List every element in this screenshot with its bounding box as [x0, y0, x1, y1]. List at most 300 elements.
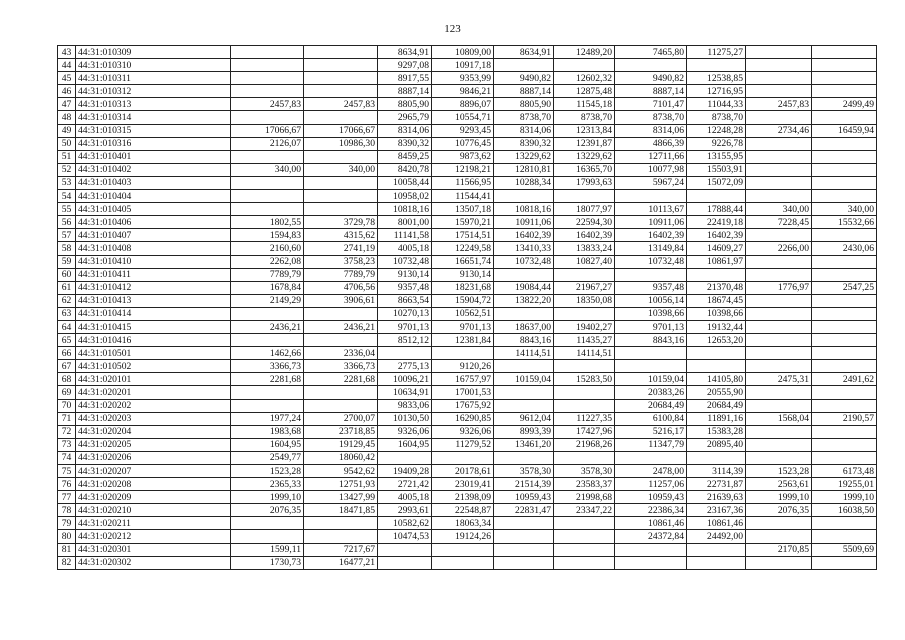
table-row — [58, 307, 877, 320]
value-cell: 9120,26 — [432, 360, 494, 373]
value-cell: 1604,95 — [231, 438, 304, 451]
value-cell — [231, 399, 304, 412]
value-cell — [812, 229, 877, 242]
value-cell: 9701,13 — [615, 320, 687, 333]
table-row — [58, 320, 877, 333]
value-cell: 2549,77 — [231, 451, 304, 464]
value-cell: 9873,62 — [432, 150, 494, 163]
value-cell — [554, 556, 615, 569]
value-cell — [231, 517, 304, 530]
value-cell: 7789,79 — [231, 268, 304, 281]
cadastral-code-cell: 44:31:020210 — [76, 504, 231, 517]
value-cell: 16402,39 — [554, 229, 615, 242]
value-cell: 2365,33 — [231, 478, 304, 491]
value-cell — [746, 294, 812, 307]
value-cell: 20895,40 — [687, 438, 746, 451]
value-cell: 8738,70 — [615, 111, 687, 124]
row-number-cell: 43 — [58, 46, 76, 59]
row-number-cell: 54 — [58, 190, 76, 203]
value-cell — [746, 347, 812, 360]
value-cell — [494, 530, 554, 543]
value-cell: 14105,80 — [687, 373, 746, 386]
value-cell: 8887,14 — [494, 85, 554, 98]
value-cell — [554, 517, 615, 530]
value-cell — [554, 268, 615, 281]
value-cell — [231, 334, 304, 347]
value-cell: 4005,18 — [378, 491, 432, 504]
cadastral-code-cell: 44:31:020211 — [76, 517, 231, 530]
value-cell: 1568,04 — [746, 412, 812, 425]
table-row — [58, 255, 877, 268]
value-cell: 21639,63 — [687, 491, 746, 504]
row-number-cell: 59 — [58, 255, 76, 268]
value-cell — [231, 59, 304, 72]
value-cell: 10732,48 — [615, 255, 687, 268]
table-row — [58, 72, 877, 85]
table-row — [58, 373, 877, 386]
cadastral-code-cell: 44:31:010316 — [76, 137, 231, 150]
value-cell — [687, 190, 746, 203]
value-cell: 11891,16 — [687, 412, 746, 425]
value-cell — [231, 386, 304, 399]
value-cell: 8843,16 — [615, 334, 687, 347]
value-cell: 8634,91 — [378, 46, 432, 59]
value-cell: 9701,13 — [378, 320, 432, 333]
table-row — [58, 386, 877, 399]
value-cell — [304, 59, 378, 72]
row-number-cell: 76 — [58, 478, 76, 491]
value-cell: 11347,79 — [615, 438, 687, 451]
value-cell — [746, 59, 812, 72]
value-cell — [231, 111, 304, 124]
value-cell — [304, 176, 378, 189]
row-number-cell: 73 — [58, 438, 76, 451]
row-number-cell: 66 — [58, 347, 76, 360]
data-table — [57, 45, 877, 570]
cadastral-code-cell: 44:31:010414 — [76, 307, 231, 320]
value-cell: 2160,60 — [231, 242, 304, 255]
value-cell: 10861,46 — [615, 517, 687, 530]
value-cell: 2721,42 — [378, 478, 432, 491]
value-cell: 1983,68 — [231, 425, 304, 438]
row-number-cell: 51 — [58, 150, 76, 163]
value-cell: 2262,08 — [231, 255, 304, 268]
value-cell — [231, 72, 304, 85]
value-cell — [494, 307, 554, 320]
value-cell: 10732,48 — [494, 255, 554, 268]
value-cell — [554, 543, 615, 556]
value-cell: 15383,28 — [687, 425, 746, 438]
value-cell — [432, 543, 494, 556]
table-row — [58, 478, 877, 491]
value-cell — [746, 517, 812, 530]
value-cell: 340,00 — [304, 163, 378, 176]
value-cell: 10634,91 — [378, 386, 432, 399]
value-cell: 15970,21 — [432, 216, 494, 229]
value-cell: 8805,90 — [494, 98, 554, 111]
value-cell: 2336,04 — [304, 347, 378, 360]
value-cell — [746, 307, 812, 320]
value-cell — [687, 556, 746, 569]
value-cell — [231, 46, 304, 59]
row-number-cell: 46 — [58, 85, 76, 98]
value-cell: 17427,96 — [554, 425, 615, 438]
value-cell: 11566,95 — [432, 176, 494, 189]
value-cell: 1999,10 — [746, 491, 812, 504]
value-cell — [378, 543, 432, 556]
value-cell — [746, 150, 812, 163]
value-cell: 19409,28 — [378, 465, 432, 478]
table-row — [58, 111, 877, 124]
value-cell: 11435,27 — [554, 334, 615, 347]
value-cell: 16402,39 — [494, 229, 554, 242]
value-cell: 13507,18 — [432, 203, 494, 216]
table-row — [58, 556, 877, 569]
value-cell — [615, 451, 687, 464]
table-row — [58, 124, 877, 137]
value-cell: 24492,00 — [687, 530, 746, 543]
cadastral-code-cell: 44:31:020301 — [76, 543, 231, 556]
value-cell: 10398,66 — [615, 307, 687, 320]
value-cell: 9293,45 — [432, 124, 494, 137]
value-cell: 8993,39 — [494, 425, 554, 438]
value-cell: 6100,84 — [615, 412, 687, 425]
value-cell: 9353,99 — [432, 72, 494, 85]
value-cell: 11227,35 — [554, 412, 615, 425]
cadastral-code-cell: 44:31:020205 — [76, 438, 231, 451]
value-cell: 12313,84 — [554, 124, 615, 137]
value-cell — [432, 347, 494, 360]
row-number-cell: 77 — [58, 491, 76, 504]
value-cell: 23167,36 — [687, 504, 746, 517]
value-cell: 18231,68 — [432, 281, 494, 294]
value-cell: 11257,06 — [615, 478, 687, 491]
value-cell: 9612,04 — [494, 412, 554, 425]
value-cell: 19132,44 — [687, 320, 746, 333]
value-cell: 13461,20 — [494, 438, 554, 451]
value-cell — [812, 190, 877, 203]
row-number-cell: 79 — [58, 517, 76, 530]
table-row — [58, 85, 877, 98]
value-cell — [812, 425, 877, 438]
value-cell: 10809,00 — [432, 46, 494, 59]
value-cell — [746, 176, 812, 189]
row-number-cell: 75 — [58, 465, 76, 478]
value-cell: 2436,21 — [304, 320, 378, 333]
value-cell: 9326,06 — [378, 425, 432, 438]
value-cell — [304, 399, 378, 412]
value-cell — [304, 72, 378, 85]
value-cell: 10058,44 — [378, 176, 432, 189]
value-cell — [554, 399, 615, 412]
value-cell — [812, 255, 877, 268]
value-cell: 16365,70 — [554, 163, 615, 176]
value-cell — [554, 530, 615, 543]
row-number-cell: 74 — [58, 451, 76, 464]
value-cell: 10113,67 — [615, 203, 687, 216]
value-cell: 2457,83 — [231, 98, 304, 111]
value-cell: 17514,51 — [432, 229, 494, 242]
value-cell: 8001,00 — [378, 216, 432, 229]
value-cell: 10562,51 — [432, 307, 494, 320]
cadastral-code-cell: 44:31:010313 — [76, 98, 231, 111]
value-cell: 12602,32 — [554, 72, 615, 85]
value-cell: 8314,06 — [615, 124, 687, 137]
value-cell — [494, 386, 554, 399]
value-cell: 9226,78 — [687, 137, 746, 150]
value-cell: 8738,70 — [494, 111, 554, 124]
value-cell: 7789,79 — [304, 268, 378, 281]
value-cell — [231, 190, 304, 203]
value-cell: 19129,45 — [304, 438, 378, 451]
value-cell — [304, 150, 378, 163]
value-cell: 12249,58 — [432, 242, 494, 255]
value-cell: 2126,07 — [231, 137, 304, 150]
value-cell: 19124,26 — [432, 530, 494, 543]
value-cell: 340,00 — [231, 163, 304, 176]
value-cell: 21370,48 — [687, 281, 746, 294]
value-cell: 2190,57 — [812, 412, 877, 425]
value-cell: 10958,02 — [378, 190, 432, 203]
value-cell: 7465,80 — [615, 46, 687, 59]
cadastral-code-cell: 44:31:020209 — [76, 491, 231, 504]
value-cell — [746, 46, 812, 59]
value-cell: 18077,97 — [554, 203, 615, 216]
value-cell: 10270,13 — [378, 307, 432, 320]
value-cell — [746, 451, 812, 464]
value-cell: 11544,41 — [432, 190, 494, 203]
value-cell: 2266,00 — [746, 242, 812, 255]
value-cell: 3729,78 — [304, 216, 378, 229]
value-cell: 24372,84 — [615, 530, 687, 543]
value-cell: 23718,85 — [304, 425, 378, 438]
cadastral-code-cell: 44:31:020207 — [76, 465, 231, 478]
value-cell: 5967,24 — [615, 176, 687, 189]
value-cell: 1523,28 — [746, 465, 812, 478]
value-cell: 21968,26 — [554, 438, 615, 451]
cadastral-code-cell: 44:31:010410 — [76, 255, 231, 268]
value-cell: 17993,63 — [554, 176, 615, 189]
table-row — [58, 203, 877, 216]
value-cell — [554, 360, 615, 373]
value-cell: 9130,14 — [432, 268, 494, 281]
value-cell: 19255,01 — [812, 478, 877, 491]
row-number-cell: 78 — [58, 504, 76, 517]
value-cell: 10732,48 — [378, 255, 432, 268]
table-row — [58, 281, 877, 294]
value-cell: 1599,11 — [231, 543, 304, 556]
value-cell: 3366,73 — [304, 360, 378, 373]
value-cell: 9833,06 — [378, 399, 432, 412]
value-cell — [812, 399, 877, 412]
value-cell — [494, 451, 554, 464]
value-cell: 15283,50 — [554, 373, 615, 386]
value-cell — [746, 320, 812, 333]
value-cell: 22548,87 — [432, 504, 494, 517]
row-number-cell: 68 — [58, 373, 76, 386]
value-cell: 8420,78 — [378, 163, 432, 176]
value-cell — [687, 543, 746, 556]
value-cell — [615, 556, 687, 569]
value-cell — [746, 556, 812, 569]
table-row — [58, 465, 877, 478]
value-cell: 8887,14 — [378, 85, 432, 98]
value-cell: 18350,08 — [554, 294, 615, 307]
value-cell — [746, 255, 812, 268]
value-cell — [746, 85, 812, 98]
value-cell: 11141,58 — [378, 229, 432, 242]
value-cell: 10582,62 — [378, 517, 432, 530]
value-cell: 8390,32 — [494, 137, 554, 150]
value-cell: 2281,68 — [304, 373, 378, 386]
value-cell — [812, 111, 877, 124]
value-cell — [304, 334, 378, 347]
row-number-cell: 45 — [58, 72, 76, 85]
value-cell: 6173,48 — [812, 465, 877, 478]
value-cell — [304, 111, 378, 124]
value-cell — [494, 59, 554, 72]
value-cell — [304, 190, 378, 203]
value-cell — [304, 530, 378, 543]
value-cell: 2475,31 — [746, 373, 812, 386]
value-cell: 3906,61 — [304, 294, 378, 307]
value-cell: 9297,08 — [378, 59, 432, 72]
value-cell: 10827,40 — [554, 255, 615, 268]
row-number-cell: 82 — [58, 556, 76, 569]
value-cell — [812, 451, 877, 464]
value-cell: 13149,84 — [615, 242, 687, 255]
value-cell — [746, 399, 812, 412]
value-cell: 16402,39 — [615, 229, 687, 242]
value-cell: 23583,37 — [554, 478, 615, 491]
value-cell: 19084,44 — [494, 281, 554, 294]
cadastral-code-cell: 44:31:010412 — [76, 281, 231, 294]
value-cell: 20383,26 — [615, 386, 687, 399]
value-cell — [746, 137, 812, 150]
value-cell: 20555,90 — [687, 386, 746, 399]
value-cell: 10917,18 — [432, 59, 494, 72]
value-cell: 13833,24 — [554, 242, 615, 255]
value-cell: 10861,97 — [687, 255, 746, 268]
value-cell: 8887,14 — [615, 85, 687, 98]
value-cell: 23019,41 — [432, 478, 494, 491]
value-cell: 10288,34 — [494, 176, 554, 189]
table-row — [58, 334, 877, 347]
value-cell — [231, 150, 304, 163]
value-cell: 1462,66 — [231, 347, 304, 360]
table-row — [58, 150, 877, 163]
table-row — [58, 530, 877, 543]
value-cell: 22419,18 — [687, 216, 746, 229]
value-cell — [687, 360, 746, 373]
table-row — [58, 347, 877, 360]
value-cell: 8634,91 — [494, 46, 554, 59]
value-cell: 14114,51 — [554, 347, 615, 360]
value-cell: 2076,35 — [231, 504, 304, 517]
value-cell: 1594,83 — [231, 229, 304, 242]
value-cell: 7228,45 — [746, 216, 812, 229]
cadastral-code-cell: 44:31:020212 — [76, 530, 231, 543]
value-cell — [687, 451, 746, 464]
value-cell — [615, 59, 687, 72]
value-cell: 16402,39 — [687, 229, 746, 242]
value-cell: 17001,53 — [432, 386, 494, 399]
value-cell — [746, 268, 812, 281]
value-cell — [554, 307, 615, 320]
value-cell: 21998,68 — [554, 491, 615, 504]
value-cell — [746, 334, 812, 347]
value-cell: 16290,85 — [432, 412, 494, 425]
table-row — [58, 190, 877, 203]
value-cell: 23347,22 — [554, 504, 615, 517]
value-cell: 1776,97 — [746, 281, 812, 294]
value-cell: 8390,32 — [378, 137, 432, 150]
value-cell — [812, 294, 877, 307]
value-cell: 21398,09 — [432, 491, 494, 504]
value-cell: 12391,87 — [554, 137, 615, 150]
table-row — [58, 399, 877, 412]
value-cell — [378, 451, 432, 464]
value-cell — [554, 59, 615, 72]
value-cell: 7101,47 — [615, 98, 687, 111]
value-cell: 10159,04 — [615, 373, 687, 386]
cadastral-code-cell: 44:31:010314 — [76, 111, 231, 124]
value-cell: 2993,61 — [378, 504, 432, 517]
value-cell: 10056,14 — [615, 294, 687, 307]
cadastral-code-cell: 44:31:020201 — [76, 386, 231, 399]
row-number-cell: 81 — [58, 543, 76, 556]
cadastral-code-cell: 44:31:020302 — [76, 556, 231, 569]
value-cell: 21967,27 — [554, 281, 615, 294]
value-cell — [615, 543, 687, 556]
row-number-cell: 55 — [58, 203, 76, 216]
value-cell: 21514,39 — [494, 478, 554, 491]
value-cell: 8314,06 — [494, 124, 554, 137]
value-cell — [231, 203, 304, 216]
value-cell: 12711,66 — [615, 150, 687, 163]
value-cell — [304, 307, 378, 320]
value-cell: 1802,55 — [231, 216, 304, 229]
value-cell: 13427,99 — [304, 491, 378, 504]
cadastral-code-cell: 44:31:010411 — [76, 268, 231, 281]
row-number-cell: 64 — [58, 320, 76, 333]
row-number-cell: 52 — [58, 163, 76, 176]
value-cell — [812, 150, 877, 163]
value-cell: 10959,43 — [615, 491, 687, 504]
value-cell: 12489,20 — [554, 46, 615, 59]
value-cell — [812, 72, 877, 85]
value-cell — [746, 111, 812, 124]
cadastral-code-cell: 44:31:010415 — [76, 320, 231, 333]
value-cell: 4706,56 — [304, 281, 378, 294]
value-cell — [746, 360, 812, 373]
row-number-cell: 71 — [58, 412, 76, 425]
table-row — [58, 268, 877, 281]
table-row — [58, 59, 877, 72]
value-cell — [812, 438, 877, 451]
table-row — [58, 229, 877, 242]
value-cell — [494, 190, 554, 203]
row-number-cell: 56 — [58, 216, 76, 229]
cadastral-code-cell: 44:31:010502 — [76, 360, 231, 373]
value-cell — [746, 530, 812, 543]
value-cell — [231, 530, 304, 543]
value-cell: 5216,17 — [615, 425, 687, 438]
value-cell: 2563,61 — [746, 478, 812, 491]
table-row — [58, 176, 877, 189]
value-cell — [812, 59, 877, 72]
value-cell — [494, 543, 554, 556]
